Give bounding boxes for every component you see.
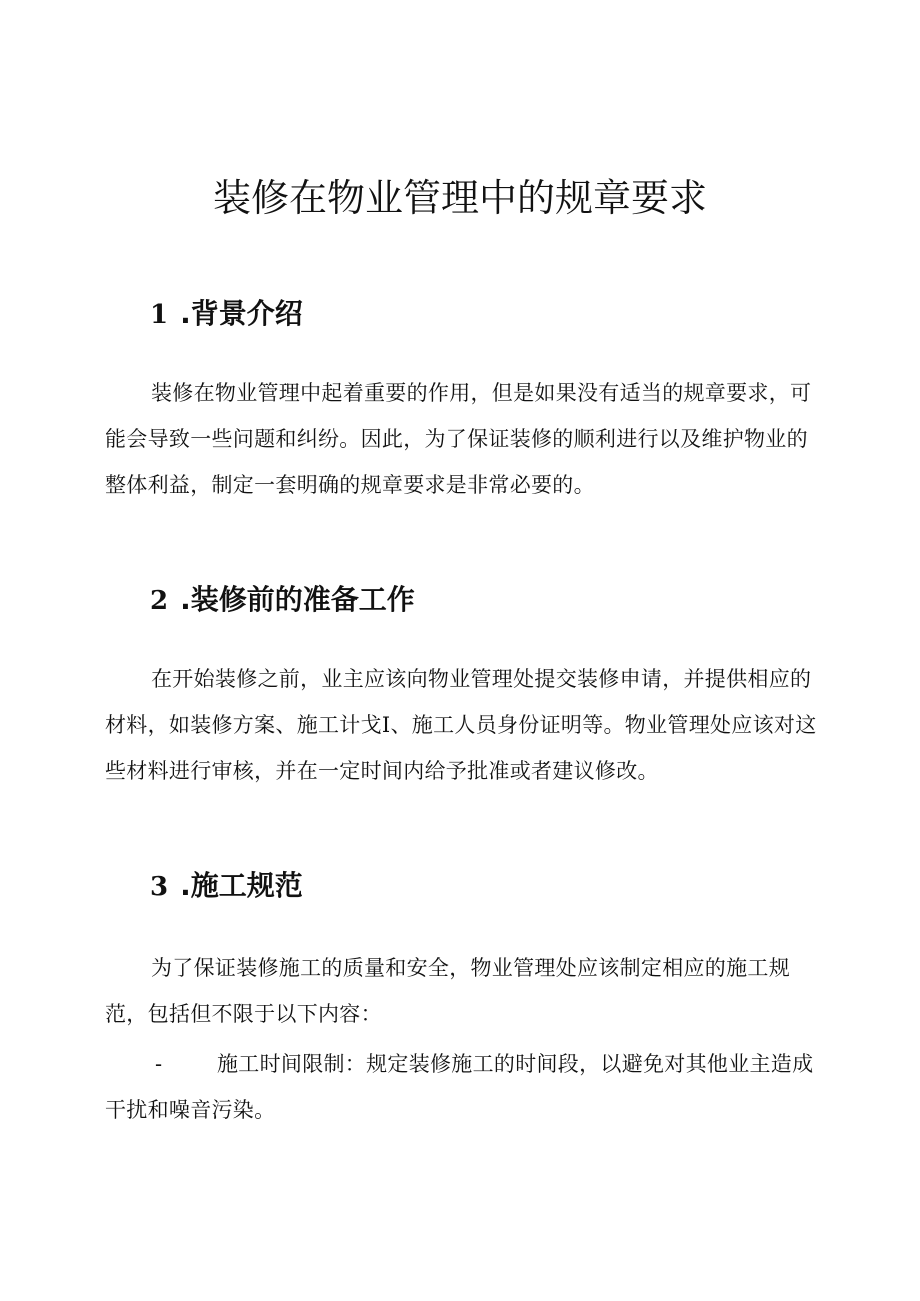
section-1-number: 1	[150, 300, 169, 330]
section-1-paragraph: 装修在物业管理中起着重要的作用，但是如果没有适当的规章要求，可能会导致一些问题和纠纷。因此，为了保证装修的顺利进行以及维护物业的整体利益，制定一套明确的规章要求是非常必要的。	[105, 381, 812, 497]
section-1-title: .背景介绍	[180, 297, 303, 330]
bullet-marker: -	[155, 1052, 163, 1076]
section-3-title: .施工规范	[180, 869, 303, 902]
section-3-paragraph: 为了保证装修施工的质量和安全，物业管理处应该制定相应的施工规范，包括但不限于以下内容：	[105, 956, 790, 1026]
bullet-text: 施工时间限制：规定装修施工的时间段，以避免对其他业主造成干扰和噪音污染。	[105, 1052, 814, 1122]
section-2-heading	[150, 578, 415, 623]
section-2-number: 2	[150, 586, 169, 616]
list-item	[105, 1041, 821, 1133]
section-3-number: 3	[150, 872, 169, 902]
section-3-heading	[150, 864, 303, 909]
document-title: 装修在物业管理中的规章要求	[212, 176, 707, 220]
section-2-title: .装修前的准备工作	[180, 583, 415, 616]
section-1-heading	[150, 292, 303, 337]
section-2-paragraph: 在开始装修之前，业主应该向物业管理处提交装修申请，并提供相应的材料，如装修方案、施工计戈I、施工人员身份证明等。物业管理处应该对这些材料进行审核，并在一定时间内给予批准或者建议修改。	[105, 667, 817, 783]
